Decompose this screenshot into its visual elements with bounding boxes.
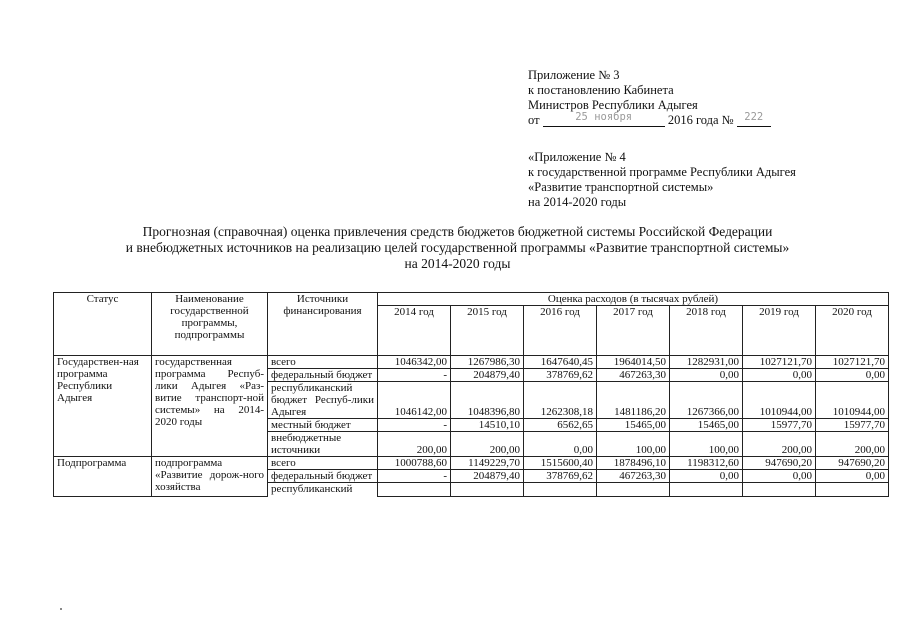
header-year: 2020 год: [816, 306, 889, 356]
value-cell: 14510,10: [451, 419, 524, 432]
scan-speck: [60, 608, 62, 610]
source-cell: всего: [268, 457, 378, 470]
date-field: [543, 113, 665, 127]
value-cell: 1515600,40: [524, 457, 597, 470]
value-cell: 1262308,18: [524, 382, 597, 419]
value-cell: 1010944,00: [816, 382, 889, 419]
source-cell: местный бюджет: [268, 419, 378, 432]
source-cell: внебюджетные источники: [268, 432, 378, 457]
value-cell: 1647640,45: [524, 356, 597, 369]
value-cell: 100,00: [597, 432, 670, 457]
value-cell: 15977,70: [816, 419, 889, 432]
value-cell: 204879,40: [451, 369, 524, 382]
value-cell: 378769,62: [524, 369, 597, 382]
value-cell: 1198312,60: [670, 457, 743, 470]
value-cell: 1048396,80: [451, 382, 524, 419]
header-year: 2016 год: [524, 306, 597, 356]
status-cell: Государствен-ная программа Республики Адыгея: [54, 356, 152, 457]
value-cell: 1481186,20: [597, 382, 670, 419]
budget-table: [53, 292, 889, 497]
value-cell: 15465,00: [670, 419, 743, 432]
title-line3: на 2014-2020 годы: [404, 256, 511, 271]
header-source: Источники финансирования: [268, 293, 378, 356]
source-cell: республиканский бюджет Респуб-лики Адыгея: [268, 382, 378, 419]
value-cell: [816, 483, 889, 497]
header-year: 2017 год: [597, 306, 670, 356]
value-cell: 1149229,70: [451, 457, 524, 470]
value-cell: 947690,20: [743, 457, 816, 470]
header-row: [54, 293, 889, 306]
source-cell: федеральный бюджет: [268, 369, 378, 382]
value-cell: 0,00: [743, 470, 816, 483]
header-year: 2019 год: [743, 306, 816, 356]
attachment4-line4: на 2014-2020 годы: [528, 195, 627, 209]
value-cell: 1046342,00: [378, 356, 451, 369]
value-cell: 6562,65: [524, 419, 597, 432]
table-row: [54, 356, 889, 369]
value-cell: 0,00: [743, 369, 816, 382]
header-estimate: Оценка расходов (в тысячах рублей): [378, 293, 889, 306]
document-title: [40, 224, 875, 272]
number-field: [737, 113, 771, 127]
from-label: от: [528, 113, 540, 127]
header-status: Статус: [54, 293, 152, 356]
value-cell: [670, 483, 743, 497]
value-cell: -: [378, 419, 451, 432]
value-cell: 15977,70: [743, 419, 816, 432]
value-cell: 467263,30: [597, 470, 670, 483]
attachment4-line2: к государственной программе Республики Адыгея: [528, 165, 796, 179]
value-cell: 200,00: [378, 432, 451, 457]
attachment3-date-line: [528, 113, 771, 128]
value-cell: 1964014,50: [597, 356, 670, 369]
value-cell: 1027121,70: [816, 356, 889, 369]
value-cell: 0,00: [670, 470, 743, 483]
year-text: 2016 года №: [667, 113, 734, 127]
value-cell: 200,00: [743, 432, 816, 457]
value-cell: [597, 483, 670, 497]
value-cell: 1027121,70: [743, 356, 816, 369]
value-cell: 1267366,00: [670, 382, 743, 419]
header-year: 2018 год: [670, 306, 743, 356]
attachment4-block: [528, 150, 796, 210]
value-cell: 1010944,00: [743, 382, 816, 419]
attachment3-line2: к постановлению Кабинета: [528, 83, 674, 97]
attachment4-line1: «Приложение № 4: [528, 150, 626, 164]
attachment4-line3: «Развитие транспортной системы»: [528, 180, 714, 194]
header-year: 2014 год: [378, 306, 451, 356]
value-cell: 100,00: [670, 432, 743, 457]
value-cell: -: [378, 470, 451, 483]
source-cell: федеральный бюджет: [268, 470, 378, 483]
value-cell: 947690,20: [816, 457, 889, 470]
value-cell: 204879,40: [451, 470, 524, 483]
value-cell: 467263,30: [597, 369, 670, 382]
value-cell: [451, 483, 524, 497]
handwritten-number: 222: [744, 111, 764, 123]
value-cell: [378, 483, 451, 497]
value-cell: [743, 483, 816, 497]
source-cell: республиканский: [268, 483, 378, 497]
value-cell: 0,00: [524, 432, 597, 457]
value-cell: [524, 483, 597, 497]
title-line1: Прогнозная (справочная) оценка привлечения средств бюджетов бюджетной системы Российской Федерации: [142, 224, 773, 239]
program-name-cell: подпрограмма «Развитие дорож-ного хозяйства: [152, 457, 268, 497]
source-cell: всего: [268, 356, 378, 369]
attachment3-block: [528, 68, 771, 128]
program-name-cell: государственная программа Респуб-лики Адыгея «Раз-витие транспорт-ной системы» на 2014-2020 годы: [152, 356, 268, 457]
header-year: 2015 год: [451, 306, 524, 356]
value-cell: 200,00: [816, 432, 889, 457]
value-cell: 0,00: [816, 369, 889, 382]
value-cell: 1267986,30: [451, 356, 524, 369]
value-cell: 378769,62: [524, 470, 597, 483]
value-cell: -: [378, 369, 451, 382]
status-cell: Подпрограмма: [54, 457, 152, 497]
header-name: Наименование государственной программы, подпрограммы: [152, 293, 268, 356]
attachment3-line3: Министров Республики Адыгея: [528, 98, 698, 112]
value-cell: 1000788,60: [378, 457, 451, 470]
attachment3-line1: Приложение № 3: [528, 68, 620, 82]
value-cell: 0,00: [670, 369, 743, 382]
value-cell: 0,00: [816, 470, 889, 483]
table-row: [54, 457, 889, 470]
value-cell: 1878496,10: [597, 457, 670, 470]
value-cell: 1046142,00: [378, 382, 451, 419]
title-line2: и внебюджетных источников на реализацию целей государственной программы «Развитие транспортной системы»: [125, 240, 790, 255]
value-cell: 1282931,00: [670, 356, 743, 369]
value-cell: 200,00: [451, 432, 524, 457]
value-cell: 15465,00: [597, 419, 670, 432]
handwritten-date: 25 ноября: [575, 111, 633, 123]
